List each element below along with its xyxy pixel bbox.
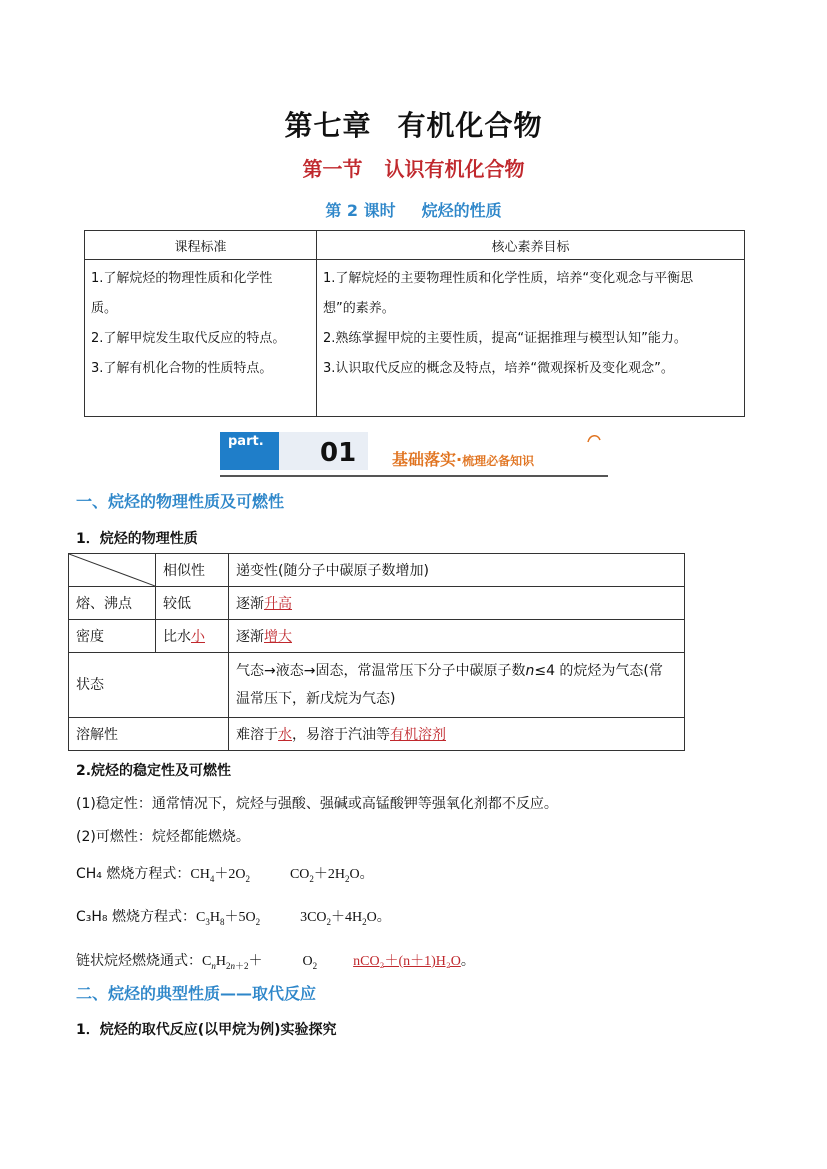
lesson-name: 烷烃的性质 (421, 201, 502, 220)
row-similar-prefix: 比水 (163, 629, 191, 645)
banner-text-sub: 梳理必备知识 (462, 454, 535, 468)
section-name: 认识有机化合物 (384, 157, 525, 181)
lesson-label: 第 2 课时 (325, 201, 396, 220)
standards-right-item: 1.了解烷烃的主要物理性质和化学性质，培养“变化观念与平衡思 (323, 271, 694, 286)
table-row (69, 653, 685, 718)
subheading-stability: 2.烷烃的稳定性及可燃性 (76, 763, 232, 779)
standards-table (84, 230, 745, 417)
diagonal-line (69, 554, 155, 586)
row-similar: 较低 (156, 587, 229, 620)
row-solubility (229, 718, 685, 751)
answer-text: 小 (191, 629, 205, 645)
chapter-label: 第七章 (284, 109, 372, 142)
equation-general: 链状烷烃燃烧通式：$C_nH_{2n+2}+ O_2$ nCO₂＋(n＋1)H₂O。 (76, 953, 475, 971)
table-row (69, 718, 685, 751)
section-label: 第一节 (302, 157, 363, 181)
eq-label: 链状烷烃燃烧通式： (76, 953, 202, 969)
subheading-physical: 1．烷烃的物理性质 (76, 531, 198, 547)
paragraph-stability: (1)稳定性：通常情况下，烷烃与强酸、强碱或高锰酸钾等强氧化剂都不反应。 (76, 796, 558, 812)
row-name: 密度 (69, 620, 156, 653)
row-name: 状态 (69, 653, 229, 718)
state-n: n (525, 663, 535, 679)
heading-section-1: 一、烷烃的物理性质及可燃性 (76, 492, 285, 511)
row-gradual (229, 587, 685, 620)
state-text-3: 温常压下，新戊烷为气态) (236, 691, 396, 707)
eq-label: CH₄ 燃烧方程式： (76, 866, 191, 882)
standards-left-item: 1.了解烷烃的物理性质和化学性 (91, 271, 273, 286)
answer-text: 升高 (264, 596, 292, 612)
diagonal-header-cell (69, 554, 156, 587)
part-banner (220, 430, 608, 478)
sol-prefix: 难溶于 (236, 727, 278, 743)
standards-right-cell (317, 260, 745, 417)
row-name: 溶解性 (69, 718, 229, 751)
chapter-title (0, 104, 827, 144)
standards-left-cell (85, 260, 317, 417)
head-similar: 相似性 (156, 554, 229, 587)
banner-text (392, 447, 534, 470)
answer-text: 有机溶剂 (390, 727, 446, 743)
standards-left-item: 3.了解有机化合物的性质特点。 (91, 361, 273, 376)
answer-text: nCO₂＋(n＋1)H₂O (353, 954, 461, 969)
standards-header-left: 课程标准 (85, 231, 317, 260)
standards-left-item: 2.了解甲烷发生取代反应的特点。 (91, 331, 286, 346)
heading-section-2: 二、烷烃的典型性质——取代反应 (76, 984, 317, 1003)
standards-right-item: 3.认识取代反应的概念及特点，培养“微观探析及变化观念”。 (323, 361, 674, 376)
state-text-1: 气态→液态→固态，常温常压下分子中碳原子数 (236, 663, 526, 679)
row-gradual-prefix: 逐渐 (236, 629, 264, 645)
row-similar (156, 620, 229, 653)
paragraph-combustibility: (2)可燃性：烷烃都能燃烧。 (76, 829, 250, 845)
table-row (69, 620, 685, 653)
subheading-substitution: 1．烷烃的取代反应(以甲烷为例)实验探究 (76, 1022, 337, 1038)
row-gradual (229, 620, 685, 653)
answer-text: 水 (278, 727, 292, 743)
equation-propane: C₃H₈ 燃烧方程式：$C_3H_8+5O_2$ $3CO_2+4H_2O$。 (76, 909, 391, 927)
standards-right-item: 2.熟练掌握甲烷的主要性质，提高“证据推理与模型认知”能力。 (323, 331, 687, 346)
banner-divider (220, 475, 608, 477)
standards-right-item: 想”的素养。 (323, 301, 395, 316)
banner-text-main: 基础落实· (392, 450, 463, 469)
physical-properties-table (68, 553, 685, 751)
lesson-title (0, 198, 827, 221)
row-state-text (229, 653, 685, 718)
banner-number: 01 (320, 438, 357, 468)
sol-mid: ，易溶于汽油等 (292, 727, 390, 743)
standards-header-right: 核心素养目标 (317, 231, 745, 260)
section-title (0, 153, 827, 182)
swirl-icon (586, 430, 602, 446)
head-gradual: 递变性(随分子中碳原子数增加) (229, 554, 685, 587)
chapter-name: 有机化合物 (397, 109, 543, 142)
banner-part: part. (228, 434, 264, 449)
standards-left-item: 质。 (91, 301, 118, 316)
row-name: 熔、沸点 (69, 587, 156, 620)
equation-methane: CH₄ 燃烧方程式：$CH_4+2O_2$ $CO_2+2H_2O$。 (76, 866, 374, 884)
table-row (69, 587, 685, 620)
answer-text: 增大 (264, 629, 292, 645)
eq-label: C₃H₈ 燃烧方程式： (76, 909, 196, 925)
state-text-2: ≤4 的烷烃为气态(常 (534, 663, 663, 679)
row-gradual-prefix: 逐渐 (236, 596, 264, 612)
